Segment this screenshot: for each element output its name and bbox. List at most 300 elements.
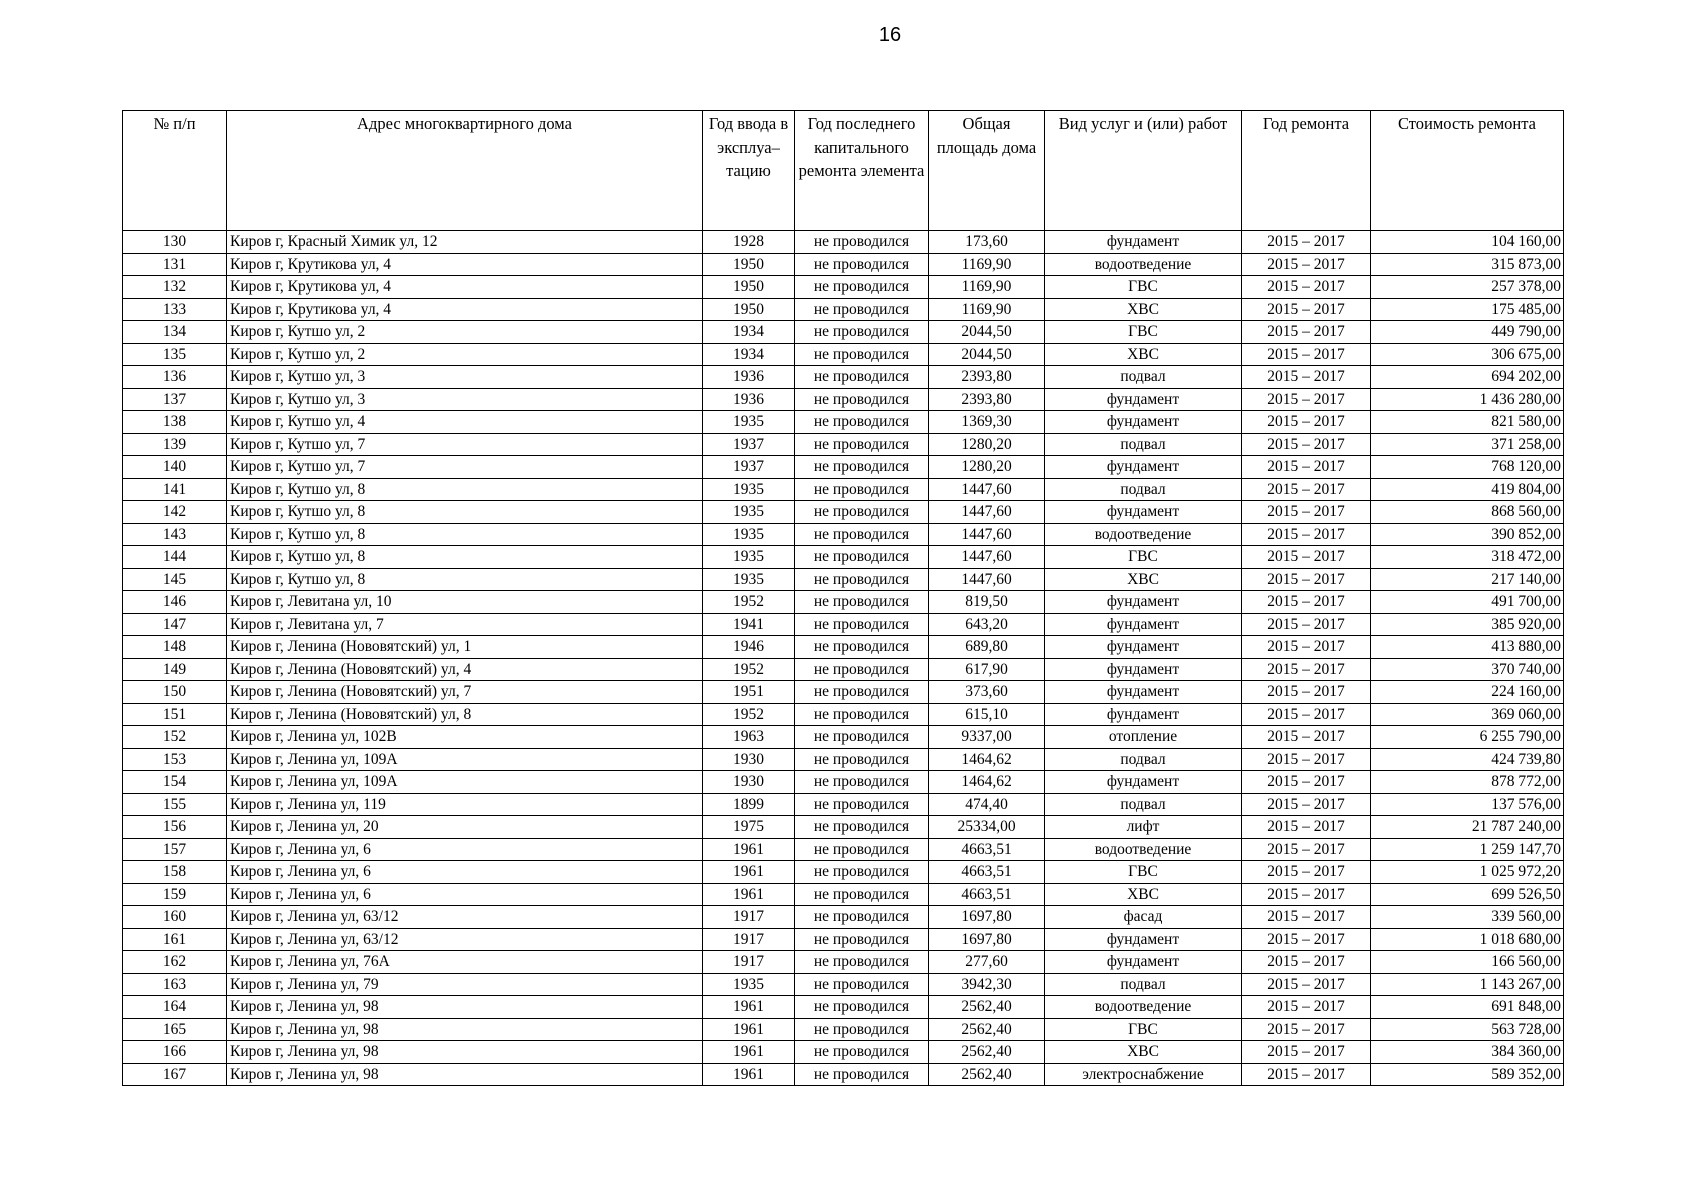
header-total-area: Общая площадь дома: [929, 111, 1045, 231]
cell-area: 173,60: [929, 231, 1045, 254]
cell-address: Киров г, Ленина (Нововятский) ул, 4: [227, 658, 703, 681]
cell-number: 148: [123, 636, 227, 659]
cell-cost: 491 700,00: [1371, 591, 1564, 614]
cell-cost: 104 160,00: [1371, 231, 1564, 254]
cell-commission-year: 1963: [703, 726, 795, 749]
cell-cost: 1 018 680,00: [1371, 928, 1564, 951]
cell-commission-year: 1961: [703, 883, 795, 906]
cell-number: 131: [123, 253, 227, 276]
cell-commission-year: 1935: [703, 973, 795, 996]
cell-repair-year: 2015 – 2017: [1242, 433, 1371, 456]
cell-commission-year: 1934: [703, 321, 795, 344]
cell-area: 2562,40: [929, 1041, 1045, 1064]
cell-cost: 318 472,00: [1371, 546, 1564, 569]
cell-cost: 217 140,00: [1371, 568, 1564, 591]
cell-area: 1280,20: [929, 433, 1045, 456]
cell-service-type: подвал: [1045, 433, 1242, 456]
cell-cost: 699 526,50: [1371, 883, 1564, 906]
cell-commission-year: 1935: [703, 411, 795, 434]
cell-area: 1280,20: [929, 456, 1045, 479]
cell-address: Киров г, Кутшо ул, 8: [227, 568, 703, 591]
header-repair-year: Год ремонта: [1242, 111, 1371, 231]
cell-last-repair: не проводился: [795, 726, 929, 749]
cell-commission-year: 1928: [703, 231, 795, 254]
cell-address: Киров г, Крутикова ул, 4: [227, 298, 703, 321]
cell-service-type: ХВС: [1045, 883, 1242, 906]
table-header: [123, 111, 1564, 231]
cell-cost: 563 728,00: [1371, 1018, 1564, 1041]
cell-service-type: фундамент: [1045, 636, 1242, 659]
table-row: [123, 771, 1564, 794]
cell-commission-year: 1952: [703, 658, 795, 681]
cell-last-repair: не проводился: [795, 703, 929, 726]
cell-commission-year: 1961: [703, 1018, 795, 1041]
cell-repair-year: 2015 – 2017: [1242, 321, 1371, 344]
cell-last-repair: не проводился: [795, 456, 929, 479]
cell-service-type: отопление: [1045, 726, 1242, 749]
cell-area: 1464,62: [929, 771, 1045, 794]
cell-repair-year: 2015 – 2017: [1242, 816, 1371, 839]
cell-last-repair: не проводился: [795, 591, 929, 614]
cell-last-repair: не проводился: [795, 883, 929, 906]
cell-number: 158: [123, 861, 227, 884]
cell-repair-year: 2015 – 2017: [1242, 231, 1371, 254]
cell-service-type: фундамент: [1045, 658, 1242, 681]
cell-number: 151: [123, 703, 227, 726]
cell-address: Киров г, Кутшо ул, 2: [227, 343, 703, 366]
cell-cost: 370 740,00: [1371, 658, 1564, 681]
cell-service-type: водоотведение: [1045, 523, 1242, 546]
cell-last-repair: не проводился: [795, 433, 929, 456]
cell-number: 154: [123, 771, 227, 794]
cell-last-repair: не проводился: [795, 321, 929, 344]
cell-repair-year: 2015 – 2017: [1242, 568, 1371, 591]
cell-cost: 315 873,00: [1371, 253, 1564, 276]
cell-address: Киров г, Левитана ул, 7: [227, 613, 703, 636]
table-row: [123, 1063, 1564, 1086]
cell-area: 2562,40: [929, 996, 1045, 1019]
cell-repair-year: 2015 – 2017: [1242, 253, 1371, 276]
cell-number: 143: [123, 523, 227, 546]
cell-cost: 1 259 147,70: [1371, 838, 1564, 861]
table-row: [123, 366, 1564, 389]
cell-area: 1447,60: [929, 501, 1045, 524]
cell-commission-year: 1951: [703, 681, 795, 704]
cell-last-repair: не проводился: [795, 478, 929, 501]
cell-area: 1169,90: [929, 253, 1045, 276]
cell-cost: 371 258,00: [1371, 433, 1564, 456]
cell-commission-year: 1937: [703, 456, 795, 479]
cell-commission-year: 1961: [703, 996, 795, 1019]
cell-commission-year: 1961: [703, 861, 795, 884]
cell-area: 3942,30: [929, 973, 1045, 996]
cell-service-type: фундамент: [1045, 771, 1242, 794]
cell-repair-year: 2015 – 2017: [1242, 546, 1371, 569]
cell-last-repair: не проводился: [795, 411, 929, 434]
cell-address: Киров г, Ленина ул, 98: [227, 1063, 703, 1086]
cell-service-type: ХВС: [1045, 343, 1242, 366]
cell-commission-year: 1935: [703, 501, 795, 524]
cell-commission-year: 1952: [703, 703, 795, 726]
cell-commission-year: 1952: [703, 591, 795, 614]
cell-cost: 166 560,00: [1371, 951, 1564, 974]
cell-last-repair: не проводился: [795, 906, 929, 929]
cell-last-repair: не проводился: [795, 1018, 929, 1041]
table-row: [123, 523, 1564, 546]
cell-last-repair: не проводился: [795, 613, 929, 636]
table-row: [123, 681, 1564, 704]
cell-address: Киров г, Ленина ул, 63/12: [227, 906, 703, 929]
cell-repair-year: 2015 – 2017: [1242, 636, 1371, 659]
cell-address: Киров г, Крутикова ул, 4: [227, 253, 703, 276]
cell-address: Киров г, Ленина ул, 102В: [227, 726, 703, 749]
cell-cost: 1 143 267,00: [1371, 973, 1564, 996]
repair-registry-table: [122, 110, 1564, 1086]
cell-area: 4663,51: [929, 861, 1045, 884]
header-commission-year: Год ввода в эксплуа– тацию: [703, 111, 795, 231]
cell-commission-year: 1961: [703, 838, 795, 861]
cell-last-repair: не проводился: [795, 793, 929, 816]
page-number: 16: [878, 24, 902, 46]
cell-number: 145: [123, 568, 227, 591]
cell-service-type: подвал: [1045, 366, 1242, 389]
cell-repair-year: 2015 – 2017: [1242, 1041, 1371, 1064]
cell-number: 156: [123, 816, 227, 839]
cell-commission-year: 1934: [703, 343, 795, 366]
cell-number: 135: [123, 343, 227, 366]
cell-number: 141: [123, 478, 227, 501]
cell-commission-year: 1917: [703, 906, 795, 929]
cell-service-type: фундамент: [1045, 951, 1242, 974]
cell-address: Киров г, Кутшо ул, 7: [227, 433, 703, 456]
cell-last-repair: не проводился: [795, 523, 929, 546]
cell-address: Киров г, Ленина ул, 109А: [227, 771, 703, 794]
cell-commission-year: 1936: [703, 366, 795, 389]
cell-address: Киров г, Кутшо ул, 8: [227, 523, 703, 546]
cell-address: Киров г, Ленина ул, 63/12: [227, 928, 703, 951]
cell-service-type: подвал: [1045, 478, 1242, 501]
cell-service-type: водоотведение: [1045, 996, 1242, 1019]
cell-number: 133: [123, 298, 227, 321]
cell-number: 134: [123, 321, 227, 344]
table-row: [123, 636, 1564, 659]
cell-commission-year: 1950: [703, 276, 795, 299]
cell-service-type: подвал: [1045, 793, 1242, 816]
cell-address: Киров г, Кутшо ул, 3: [227, 366, 703, 389]
header-address: Адрес многоквартирного дома: [227, 111, 703, 231]
cell-area: 643,20: [929, 613, 1045, 636]
cell-number: 165: [123, 1018, 227, 1041]
table-row: [123, 793, 1564, 816]
cell-cost: 339 560,00: [1371, 906, 1564, 929]
cell-cost: 224 160,00: [1371, 681, 1564, 704]
cell-area: 1447,60: [929, 523, 1045, 546]
cell-address: Киров г, Ленина ул, 98: [227, 996, 703, 1019]
cell-commission-year: 1950: [703, 298, 795, 321]
cell-service-type: фундамент: [1045, 681, 1242, 704]
cell-last-repair: не проводился: [795, 748, 929, 771]
cell-number: 149: [123, 658, 227, 681]
cell-number: 139: [123, 433, 227, 456]
cell-area: 1369,30: [929, 411, 1045, 434]
table-row: [123, 1041, 1564, 1064]
cell-area: 819,50: [929, 591, 1045, 614]
cell-last-repair: не проводился: [795, 1041, 929, 1064]
cell-last-repair: не проводился: [795, 928, 929, 951]
header-row: [123, 111, 1564, 231]
cell-repair-year: 2015 – 2017: [1242, 591, 1371, 614]
cell-last-repair: не проводился: [795, 996, 929, 1019]
cell-area: 615,10: [929, 703, 1045, 726]
cell-repair-year: 2015 – 2017: [1242, 928, 1371, 951]
cell-cost: 137 576,00: [1371, 793, 1564, 816]
cell-service-type: подвал: [1045, 973, 1242, 996]
cell-commission-year: 1930: [703, 748, 795, 771]
cell-address: Киров г, Ленина (Нововятский) ул, 7: [227, 681, 703, 704]
cell-last-repair: не проводился: [795, 276, 929, 299]
cell-number: 144: [123, 546, 227, 569]
cell-cost: 449 790,00: [1371, 321, 1564, 344]
cell-commission-year: 1961: [703, 1063, 795, 1086]
table-row: [123, 321, 1564, 344]
cell-last-repair: не проводился: [795, 253, 929, 276]
cell-cost: 413 880,00: [1371, 636, 1564, 659]
cell-service-type: фундамент: [1045, 231, 1242, 254]
cell-service-type: фундамент: [1045, 501, 1242, 524]
table-row: [123, 816, 1564, 839]
cell-last-repair: не проводился: [795, 951, 929, 974]
cell-address: Киров г, Ленина ул, 6: [227, 838, 703, 861]
cell-repair-year: 2015 – 2017: [1242, 838, 1371, 861]
cell-cost: 424 739,80: [1371, 748, 1564, 771]
table-row: [123, 1018, 1564, 1041]
table-row: [123, 726, 1564, 749]
cell-address: Киров г, Кутшо ул, 7: [227, 456, 703, 479]
cell-repair-year: 2015 – 2017: [1242, 388, 1371, 411]
cell-number: 166: [123, 1041, 227, 1064]
cell-last-repair: не проводился: [795, 546, 929, 569]
table-row: [123, 703, 1564, 726]
cell-address: Киров г, Ленина ул, 76А: [227, 951, 703, 974]
cell-last-repair: не проводился: [795, 658, 929, 681]
header-last-repair-year: Год последнего капитального ремонта элемента: [795, 111, 929, 231]
cell-number: 161: [123, 928, 227, 951]
cell-commission-year: 1935: [703, 568, 795, 591]
cell-last-repair: не проводился: [795, 861, 929, 884]
table-row: [123, 951, 1564, 974]
cell-repair-year: 2015 – 2017: [1242, 883, 1371, 906]
cell-service-type: ГВС: [1045, 546, 1242, 569]
cell-address: Киров г, Кутшо ул, 8: [227, 546, 703, 569]
cell-area: 1169,90: [929, 298, 1045, 321]
cell-cost: 369 060,00: [1371, 703, 1564, 726]
cell-commission-year: 1937: [703, 433, 795, 456]
cell-cost: 1 436 280,00: [1371, 388, 1564, 411]
cell-cost: 589 352,00: [1371, 1063, 1564, 1086]
cell-area: 2044,50: [929, 343, 1045, 366]
cell-address: Киров г, Кутшо ул, 8: [227, 501, 703, 524]
cell-repair-year: 2015 – 2017: [1242, 906, 1371, 929]
table-row: [123, 456, 1564, 479]
cell-service-type: фасад: [1045, 906, 1242, 929]
cell-address: Киров г, Ленина ул, 20: [227, 816, 703, 839]
cell-repair-year: 2015 – 2017: [1242, 861, 1371, 884]
cell-address: Киров г, Ленина ул, 6: [227, 861, 703, 884]
cell-cost: 175 485,00: [1371, 298, 1564, 321]
cell-commission-year: 1935: [703, 478, 795, 501]
cell-commission-year: 1950: [703, 253, 795, 276]
cell-last-repair: не проводился: [795, 838, 929, 861]
table-body: [123, 231, 1564, 1086]
cell-repair-year: 2015 – 2017: [1242, 793, 1371, 816]
cell-service-type: фундамент: [1045, 703, 1242, 726]
table-row: [123, 591, 1564, 614]
table-row: [123, 231, 1564, 254]
cell-number: 157: [123, 838, 227, 861]
cell-number: 162: [123, 951, 227, 974]
cell-cost: 306 675,00: [1371, 343, 1564, 366]
cell-commission-year: 1935: [703, 546, 795, 569]
cell-last-repair: не проводился: [795, 231, 929, 254]
cell-repair-year: 2015 – 2017: [1242, 276, 1371, 299]
cell-service-type: ГВС: [1045, 861, 1242, 884]
cell-last-repair: не проводился: [795, 298, 929, 321]
cell-cost: 384 360,00: [1371, 1041, 1564, 1064]
cell-repair-year: 2015 – 2017: [1242, 771, 1371, 794]
cell-area: 1464,62: [929, 748, 1045, 771]
cell-repair-year: 2015 – 2017: [1242, 1063, 1371, 1086]
cell-area: 1697,80: [929, 928, 1045, 951]
cell-number: 155: [123, 793, 227, 816]
cell-last-repair: не проводился: [795, 771, 929, 794]
cell-repair-year: 2015 – 2017: [1242, 613, 1371, 636]
cell-address: Киров г, Ленина (Нововятский) ул, 8: [227, 703, 703, 726]
cell-number: 142: [123, 501, 227, 524]
cell-address: Киров г, Ленина ул, 109А: [227, 748, 703, 771]
cell-area: 2562,40: [929, 1018, 1045, 1041]
cell-service-type: фундамент: [1045, 388, 1242, 411]
cell-service-type: подвал: [1045, 748, 1242, 771]
header-service-type: Вид услуг и (или) работ: [1045, 111, 1242, 231]
cell-last-repair: не проводился: [795, 636, 929, 659]
cell-repair-year: 2015 – 2017: [1242, 343, 1371, 366]
cell-cost: 419 804,00: [1371, 478, 1564, 501]
cell-address: Киров г, Левитана ул, 10: [227, 591, 703, 614]
cell-service-type: ХВС: [1045, 568, 1242, 591]
cell-cost: 6 255 790,00: [1371, 726, 1564, 749]
cell-commission-year: 1935: [703, 523, 795, 546]
cell-area: 4663,51: [929, 883, 1045, 906]
cell-service-type: водоотведение: [1045, 253, 1242, 276]
cell-address: Киров г, Ленина ул, 98: [227, 1041, 703, 1064]
cell-area: 474,40: [929, 793, 1045, 816]
cell-last-repair: не проводился: [795, 501, 929, 524]
cell-area: 373,60: [929, 681, 1045, 704]
cell-repair-year: 2015 – 2017: [1242, 973, 1371, 996]
cell-address: Киров г, Ленина ул, 6: [227, 883, 703, 906]
cell-area: 9337,00: [929, 726, 1045, 749]
cell-service-type: электроснабжение: [1045, 1063, 1242, 1086]
cell-last-repair: не проводился: [795, 343, 929, 366]
cell-area: 2562,40: [929, 1063, 1045, 1086]
table-row: [123, 501, 1564, 524]
cell-last-repair: не проводился: [795, 681, 929, 704]
table-row: [123, 433, 1564, 456]
cell-last-repair: не проводился: [795, 816, 929, 839]
cell-commission-year: 1941: [703, 613, 795, 636]
cell-area: 1447,60: [929, 546, 1045, 569]
table-row: [123, 613, 1564, 636]
cell-cost: 868 560,00: [1371, 501, 1564, 524]
cell-area: 1697,80: [929, 906, 1045, 929]
cell-address: Киров г, Кутшо ул, 4: [227, 411, 703, 434]
cell-service-type: фундамент: [1045, 928, 1242, 951]
cell-service-type: ХВС: [1045, 1041, 1242, 1064]
cell-service-type: фундамент: [1045, 456, 1242, 479]
cell-number: 167: [123, 1063, 227, 1086]
table-row: [123, 748, 1564, 771]
table-row: [123, 996, 1564, 1019]
cell-commission-year: 1946: [703, 636, 795, 659]
cell-repair-year: 2015 – 2017: [1242, 726, 1371, 749]
cell-last-repair: не проводился: [795, 366, 929, 389]
cell-address: Киров г, Крутикова ул, 4: [227, 276, 703, 299]
cell-service-type: ГВС: [1045, 276, 1242, 299]
cell-address: Киров г, Кутшо ул, 2: [227, 321, 703, 344]
cell-area: 1447,60: [929, 478, 1045, 501]
cell-area: 277,60: [929, 951, 1045, 974]
cell-service-type: фундамент: [1045, 591, 1242, 614]
table-row: [123, 928, 1564, 951]
cell-last-repair: не проводился: [795, 973, 929, 996]
cell-cost: 768 120,00: [1371, 456, 1564, 479]
cell-number: 159: [123, 883, 227, 906]
cell-service-type: ГВС: [1045, 321, 1242, 344]
cell-commission-year: 1961: [703, 1041, 795, 1064]
cell-area: 2044,50: [929, 321, 1045, 344]
cell-number: 146: [123, 591, 227, 614]
cell-repair-year: 2015 – 2017: [1242, 681, 1371, 704]
header-number: № п/п: [123, 111, 227, 231]
cell-service-type: ХВС: [1045, 298, 1242, 321]
table-row: [123, 883, 1564, 906]
cell-service-type: фундамент: [1045, 613, 1242, 636]
cell-repair-year: 2015 – 2017: [1242, 478, 1371, 501]
cell-repair-year: 2015 – 2017: [1242, 523, 1371, 546]
cell-cost: 694 202,00: [1371, 366, 1564, 389]
cell-repair-year: 2015 – 2017: [1242, 456, 1371, 479]
cell-number: 138: [123, 411, 227, 434]
cell-cost: 257 378,00: [1371, 276, 1564, 299]
cell-commission-year: 1917: [703, 951, 795, 974]
cell-repair-year: 2015 – 2017: [1242, 703, 1371, 726]
cell-address: Киров г, Кутшо ул, 8: [227, 478, 703, 501]
table-row: [123, 906, 1564, 929]
cell-number: 137: [123, 388, 227, 411]
table-row: [123, 276, 1564, 299]
cell-address: Киров г, Ленина ул, 79: [227, 973, 703, 996]
table-row: [123, 478, 1564, 501]
cell-cost: 21 787 240,00: [1371, 816, 1564, 839]
cell-repair-year: 2015 – 2017: [1242, 411, 1371, 434]
cell-repair-year: 2015 – 2017: [1242, 298, 1371, 321]
cell-area: 4663,51: [929, 838, 1045, 861]
cell-address: Киров г, Ленина ул, 98: [227, 1018, 703, 1041]
cell-number: 140: [123, 456, 227, 479]
cell-number: 160: [123, 906, 227, 929]
header-repair-cost: Стоимость ремонта: [1371, 111, 1564, 231]
cell-address: Киров г, Красный Химик ул, 12: [227, 231, 703, 254]
